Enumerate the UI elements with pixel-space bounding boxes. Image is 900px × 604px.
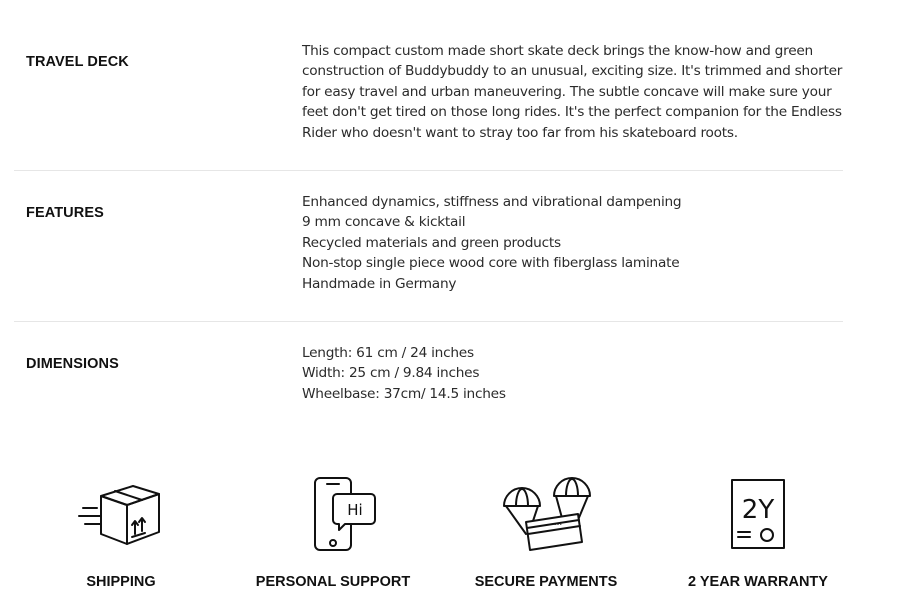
spec-label: DIMENSIONS	[26, 356, 119, 372]
card-dots-text: ...	[553, 518, 563, 528]
feature-title: SHIPPING	[86, 574, 156, 590]
spec-description	[302, 41, 843, 143]
shipping-box-icon	[21, 462, 221, 562]
description-line: Rider who doesn't want to stray too far from his skateboard roots.	[302, 124, 738, 141]
feature-item: 9 mm concave & kicktail	[302, 214, 466, 231]
spec-label: FEATURES	[26, 205, 104, 221]
features-list	[302, 192, 837, 294]
dimension-item: Length: 61 cm / 24 inches	[302, 345, 474, 361]
spec-label: TRAVEL DECK	[26, 54, 129, 70]
feature-secure-payments	[446, 462, 646, 590]
warranty-text: 2Y	[741, 495, 775, 525]
feature-personal-support	[233, 462, 433, 590]
feature-title: PERSONAL SUPPORT	[255, 574, 411, 590]
feature-item: Non-stop single piece wood core with fiberglass laminate	[302, 255, 680, 272]
feature-title: 2 YEAR WARRANTY	[688, 574, 828, 590]
parachute-card-icon	[446, 462, 646, 562]
warranty-document-icon	[658, 462, 858, 562]
feature-shipping	[21, 462, 221, 590]
feature-item: Recycled materials and green products	[302, 234, 561, 251]
dimension-item: Wheelbase: 37cm/ 14.5 inches	[302, 385, 506, 402]
description-line: This compact custom made short skate deck brings the know-how and green	[302, 43, 813, 59]
feature-title: SECURE PAYMENTS	[474, 574, 618, 590]
chat-bubble-text: Hi	[347, 501, 363, 519]
phone-chat-icon	[233, 462, 433, 562]
spec-row-travel-deck	[14, 0, 843, 171]
description-line: feet don't get tired on those long rides. It's the perfect companion for the Endless	[302, 104, 842, 121]
feature-icons-section	[0, 462, 900, 604]
spec-row-features	[14, 171, 843, 322]
description-line: construction of Buddybuddy to an unusual, exciting size. It's trimmed and shorter	[302, 63, 843, 80]
feature-item: Handmade in Germany	[302, 275, 457, 292]
dimensions-list	[302, 343, 837, 404]
feature-item: Enhanced dynamics, stiffness and vibrational dampening	[302, 194, 682, 210]
description-line: for easy travel and urban maneuvering. The subtle concave will make sure your	[302, 83, 832, 100]
dimension-item: Width: 25 cm / 9.84 inches	[302, 365, 480, 382]
feature-warranty	[658, 462, 858, 590]
spec-row-dimensions	[14, 322, 843, 422]
